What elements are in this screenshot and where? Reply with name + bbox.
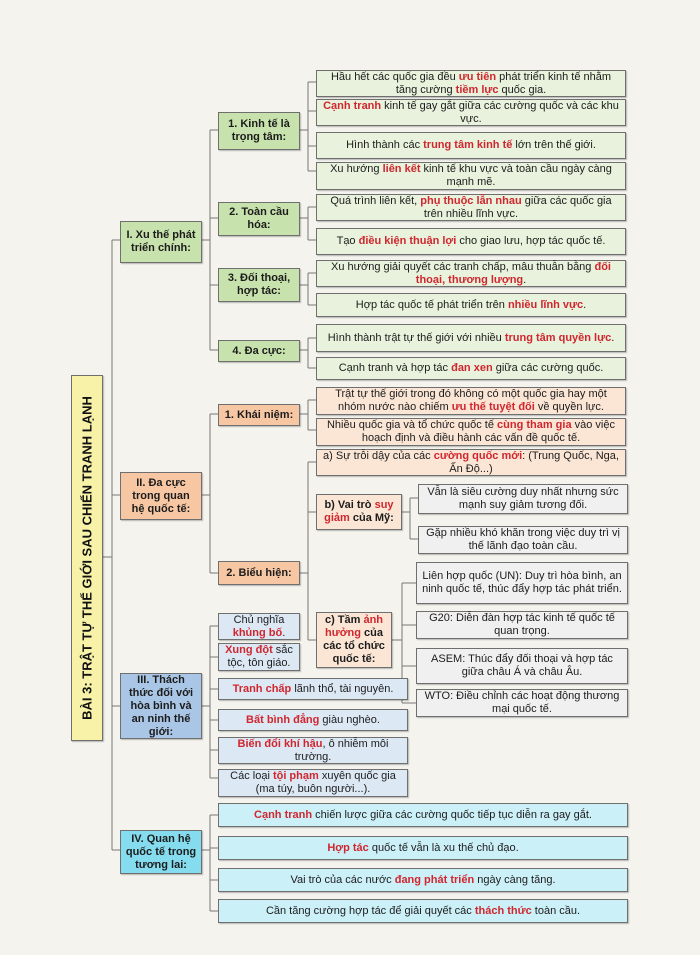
box-text: Xu hướng liên kết kinh tế khu vực và toàn cầu ngày càng mạnh mẽ.: [330, 163, 612, 188]
highlight-keyword: phụ thuộc lẫn nhau: [420, 194, 522, 207]
section-1-sub-4-item-1: [316, 324, 626, 352]
box-text: ASEM: Thúc đẩy đối thoại và hợp tác giữa châu Á và châu Âu.: [431, 653, 613, 678]
box-text: Xu hướng giải quyết các tranh chấp, mâu thuẫn bằng đối thoại, thương lượng.: [331, 260, 611, 286]
section-2-expression-c-label: [316, 612, 392, 668]
highlight-keyword: suy giảm: [324, 499, 394, 524]
section-1-sub-2-text: 2. Toàn cầu hóa:: [229, 206, 289, 231]
section-1-sub-3-text: 3. Đối thoại, hợp tác:: [227, 272, 291, 297]
box-text: Cạnh tranh chiến lược giữa các cường quốc tiếp tục diễn ra gay gắt.: [254, 808, 592, 821]
highlight-keyword: liên kết: [382, 163, 421, 175]
section-1-sub-2-label: [218, 202, 300, 236]
highlight-keyword: tiềm lực: [455, 83, 499, 96]
highlight-keyword: ưu tiên: [458, 70, 497, 83]
section-2-org-wto: [416, 689, 628, 717]
section-3-item-5: [218, 737, 408, 764]
highlight-keyword: Xung đột: [225, 644, 273, 656]
highlight-keyword: đan xen: [451, 362, 493, 374]
box-text: Cần tăng cường hợp tác để giải quyết các thách thức toàn cầu.: [265, 904, 581, 917]
section-4-item-2: [218, 836, 628, 860]
box-text: Vai trò của các nước đang phát triển ngày càng tăng.: [290, 873, 556, 886]
section-1-sub-4-text: 4. Đa cực:: [232, 344, 286, 357]
box-text: Hình thành các trung tâm kinh tế lớn trên thế giới.: [346, 139, 596, 151]
highlight-keyword: thách thức: [474, 904, 532, 917]
section-2-org-g20: [416, 611, 628, 639]
section-4-label-text: IV. Quan hệ quốc tế trong tương lai:: [125, 832, 197, 871]
highlight-keyword: tội phạm: [272, 770, 319, 782]
section-3-item-4: [218, 709, 408, 731]
highlight-keyword: đối thoại, thương lượng: [415, 260, 611, 286]
highlight-keyword: Hợp tác: [327, 841, 369, 854]
section-1-sub-2-item-1: [316, 194, 626, 221]
section-3-item-3: [218, 678, 408, 700]
box-text: b) Vai trò suy giảm của Mỹ:: [324, 499, 394, 524]
box-text: Biến đổi khí hậu, ô nhiễm môi trường.: [237, 737, 389, 763]
section-2-org-asem: [416, 648, 628, 684]
section-2-sub-2-label: [218, 561, 300, 585]
highlight-keyword: Cạnh tranh: [254, 808, 313, 821]
section-2-expression-a: [316, 449, 626, 476]
highlight-keyword: Biến đổi khí hậu: [237, 737, 323, 750]
box-text: Gặp nhiều khó khăn trong việc duy trì vị thế lãnh đạo toàn cầu.: [426, 527, 620, 552]
box-text: Hợp tác quốc tế phát triển trên nhiều lĩnh vực.: [355, 298, 587, 311]
section-1-sub-4-label: [218, 340, 300, 362]
highlight-keyword: khủng bố: [232, 626, 283, 639]
box-text: Trật tự thế giới trong đó không có một quốc gia hay một nhóm nước nào chiếm ưu thế tuyệt đối về quyền lực.: [335, 388, 607, 413]
section-2-label: [120, 472, 202, 520]
section-2-expression-b-item-2: [418, 526, 628, 554]
section-1-sub-1-label: [218, 112, 300, 150]
section-2-expression-b-label: [316, 494, 402, 530]
section-4-label: [120, 830, 202, 874]
section-1-sub-3-item-2: [316, 293, 626, 317]
box-text: Cạnh tranh và hợp tác đan xen giữa các cường quốc.: [338, 362, 604, 374]
section-3-item-6: [218, 769, 408, 797]
highlight-keyword: Tranh chấp: [232, 682, 292, 695]
box-text: c) Tầm ảnh hưởng của các tổ chức quốc tế:: [323, 614, 385, 665]
highlight-keyword: trung tâm quyền lực: [504, 331, 612, 344]
box-text: a) Sự trỗi dậy của các cường quốc mới: (Trung Quốc, Nga, Ấn Độ...): [323, 449, 619, 475]
section-1-sub-4-item-2: [316, 357, 626, 380]
lesson-title: BÀI 3: TRẬT TỰ THẾ GIỚI SAU CHIẾN TRANH LẠNH: [79, 396, 95, 720]
section-1-label-text: I. Xu thế phát triển chính:: [126, 229, 196, 254]
highlight-keyword: điều kiện thuận lợi: [358, 235, 457, 247]
box-text: Hợp tác quốc tế vẫn là xu thế chủ đạo.: [327, 841, 519, 854]
box-text: Nhiều quốc gia và tổ chức quốc tế cùng tham gia vào việc hoạch định và điều hành các vấn đề quốc tế.: [326, 419, 615, 444]
section-4-item-1: [218, 803, 628, 827]
box-text: Xung đột sắc tộc, tôn giáo.: [225, 644, 293, 669]
section-3-item-1: [218, 613, 300, 640]
section-4-item-3: [218, 868, 628, 892]
section-3-item-2: [218, 643, 300, 671]
highlight-keyword: Cạnh tranh: [323, 99, 382, 112]
box-text: Tạo điều kiện thuận lợi cho giao lưu, hợp tác quốc tế.: [336, 235, 606, 247]
highlight-keyword: cường quốc mới: [433, 449, 523, 462]
box-text: Cạnh tranh kinh tế gay gắt giữa các cường quốc và các khu vực.: [323, 99, 619, 125]
section-1-sub-1-item-4: [316, 162, 626, 190]
section-2-label-text: II. Đa cực trong quan hệ quốc tế:: [131, 476, 191, 515]
section-3-label: [120, 673, 202, 739]
box-text: Chủ nghĩa khủng bố.: [232, 613, 286, 639]
highlight-keyword: đang phát triển: [394, 873, 475, 886]
section-2-sub-1-item-1: [316, 387, 626, 415]
highlight-keyword: trung tâm kinh tế: [423, 139, 513, 151]
section-1-sub-1-item-2: [316, 99, 626, 126]
box-text: Quá trình liên kết, phụ thuộc lẫn nhau giữa các quốc gia trên nhiều lĩnh vực.: [330, 194, 612, 220]
lesson-title-box: [71, 375, 103, 741]
highlight-keyword: cùng tham gia: [497, 419, 572, 431]
section-2-org-un: [416, 562, 628, 604]
section-1-sub-3-item-1: [316, 260, 626, 287]
section-2-sub-1-text: 1. Khái niệm:: [224, 408, 294, 421]
section-4-item-4: [218, 899, 628, 923]
highlight-keyword: ưu thế tuyệt đối: [451, 401, 535, 413]
section-1-sub-1-text: 1. Kinh tế là trọng tâm:: [228, 118, 290, 143]
box-text: WTO: Điều chỉnh các hoạt động thương mại quốc tế.: [424, 690, 620, 715]
box-text: Bất bình đẳng giàu nghèo.: [246, 713, 380, 726]
section-1-sub-3-label: [218, 268, 300, 302]
section-1-sub-1-item-3: [316, 132, 626, 159]
box-text: Hầu hết các quốc gia đều ưu tiên phát triển kinh tế nhằm tăng cường tiềm lực quốc gia.: [330, 70, 612, 96]
section-1-sub-1-item-1: [316, 70, 626, 97]
box-text: Các loại tội phạm xuyên quốc gia (ma túy, buôn người...).: [230, 770, 396, 795]
section-1-sub-2-item-2: [316, 228, 626, 255]
section-2-sub-2-text: 2. Biểu hiện:: [226, 566, 292, 579]
highlight-keyword: ảnh hưởng: [325, 614, 384, 639]
section-1-label: [120, 221, 202, 263]
section-2-sub-1-item-2: [316, 418, 626, 446]
highlight-keyword: Bất bình đẳng: [246, 713, 320, 726]
section-3-label-text: III. Thách thức đối với hòa bình và an ninh thế giới:: [128, 673, 194, 738]
box-text: Vẫn là siêu cường duy nhất nhưng sức mạnh suy giảm tương đối.: [427, 486, 619, 511]
box-text: G20: Diễn đàn hợp tác kinh tế quốc tế quan trọng.: [429, 612, 615, 637]
box-text: Hình thành trật tự thế giới với nhiều trung tâm quyền lực.: [327, 331, 615, 344]
section-2-sub-1-label: [218, 404, 300, 426]
highlight-keyword: nhiều lĩnh vực: [507, 298, 584, 311]
box-text: Tranh chấp lãnh thổ, tài nguyên.: [232, 682, 394, 695]
box-text: Liên hợp quốc (UN): Duy trì hòa bình, an ninh quốc tế, thúc đẩy hợp tác phát triển.: [422, 570, 622, 595]
section-2-expression-b-item-1: [418, 484, 628, 514]
